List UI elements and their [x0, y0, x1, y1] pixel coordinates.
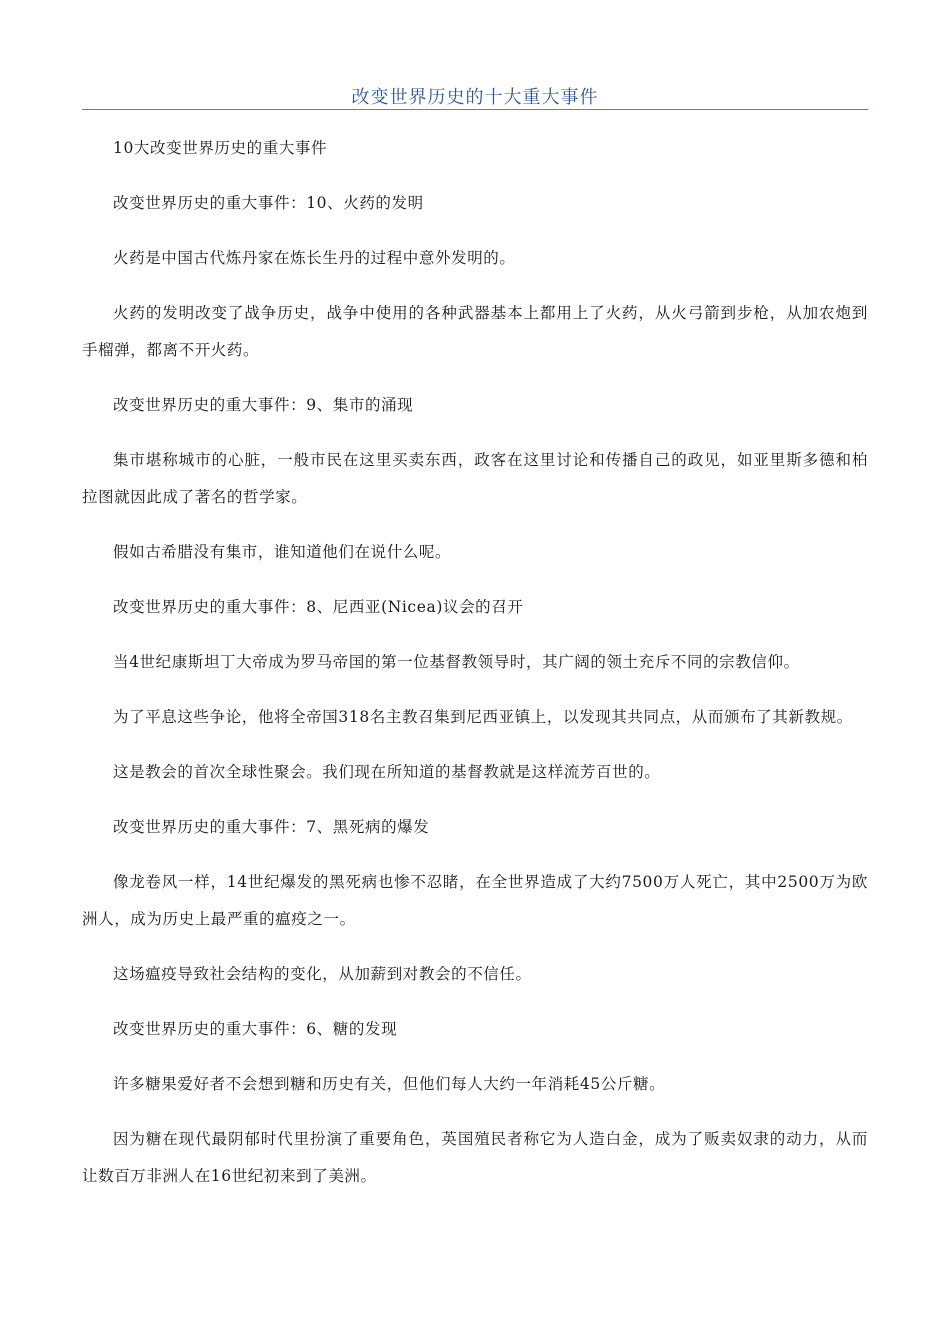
paragraph: 假如古希腊没有集市，谁知道他们在说什么呢。: [113, 543, 452, 561]
paragraph: 集市堪称城市的心脏，一般市民在这里买卖东西，政客在这里讨论和传播自己的政见，如亚里斯多德和柏拉图就因此成了著名的哲学家。: [82, 451, 868, 506]
paragraph: 许多糖果爱好者不会想到糖和历史有关，但他们每人大约一年消耗45公斤糖。: [113, 1075, 666, 1093]
section-heading-black-death: 改变世界历史的重大事件：7、黑死病的爆发: [113, 818, 430, 836]
paragraph: 这是教会的首次全球性聚会。我们现在所知道的基督教就是这样流芳百世的。: [113, 763, 661, 781]
paragraph: 火药的发明改变了战争历史，战争中使用的各种武器基本上都用上了火药，从火弓箭到步枪，从加农炮到手榴弹，都离不开火药。: [82, 304, 868, 359]
section-heading-nicea: 改变世界历史的重大事件：8、尼西亚(Nicea)议会的召开: [113, 598, 524, 616]
paragraph: 当4世纪康斯坦丁大帝成为罗马帝国的第一位基督教领导时，其广阔的领土充斥不同的宗教信仰。: [113, 653, 800, 671]
paragraph-intro: 10大改变世界历史的重大事件: [113, 139, 328, 157]
paragraph: 像龙卷风一样，14世纪爆发的黑死病也惨不忍睹，在全世界造成了大约7500万人死亡，其中2500万为欧洲人，成为历史上最严重的瘟疫之一。: [82, 873, 868, 928]
section-heading-market: 改变世界历史的重大事件：9、集市的涌现: [113, 396, 414, 414]
document-body: [82, 130, 868, 1213]
paragraph: 这场瘟疫导致社会结构的变化，从加薪到对教会的不信任。: [113, 965, 532, 983]
section-heading-gunpowder: 改变世界历史的重大事件：10、火药的发明: [113, 194, 424, 212]
page-title: 改变世界历史的十大重大事件: [351, 87, 599, 108]
paragraph: 为了平息这些争论，他将全帝国318名主教召集到尼西亚镇上，以发现其共同点，从而颁布了其新教规。: [113, 708, 853, 726]
section-heading-sugar: 改变世界历史的重大事件：6、糖的发现: [113, 1020, 398, 1038]
paragraph: 因为糖在现代最阴郁时代里扮演了重要角色，英国殖民者称它为人造白金，成为了贩卖奴隶的动力，从而让数百万非洲人在16世纪初来到了美洲。: [82, 1130, 868, 1185]
page-header: [82, 78, 868, 110]
header-divider: [82, 109, 868, 110]
paragraph: 火药是中国古代炼丹家在炼长生丹的过程中意外发明的。: [113, 249, 516, 267]
